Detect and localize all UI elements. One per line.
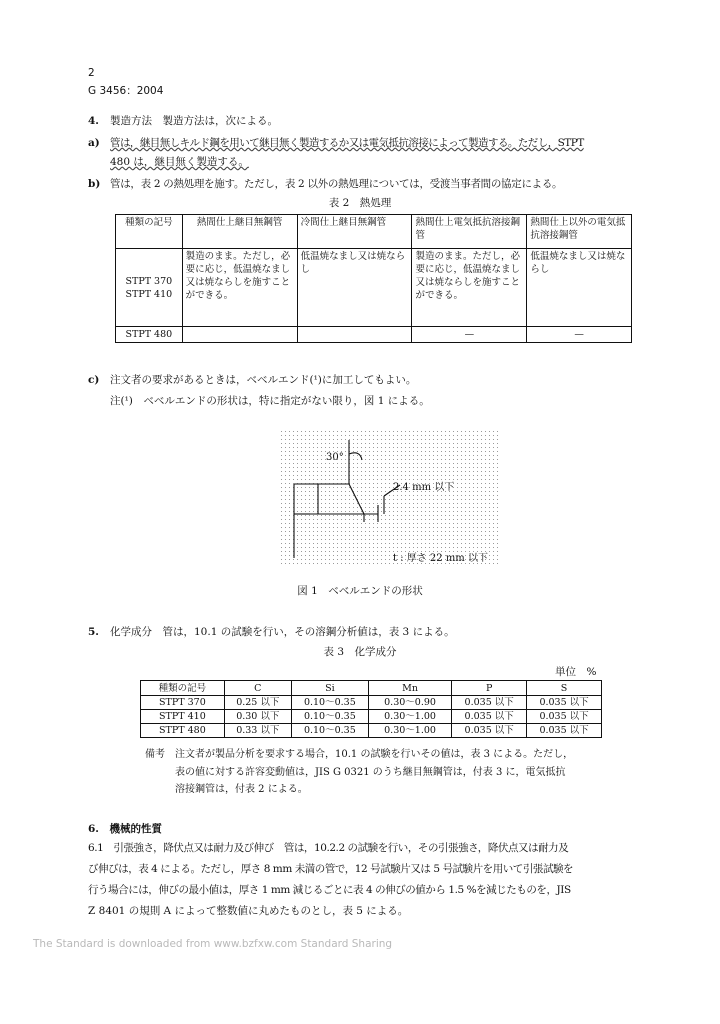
- item-c-note: 注(¹) ベベルエンドの形状は，特に指定がない限り，図 1 による。: [110, 395, 430, 407]
- item-b-label: b): [88, 178, 101, 190]
- bevel-angle-label: 30°: [326, 452, 344, 463]
- t3-cell: 0.10～0.35: [291, 696, 368, 710]
- t2-header-hot-seamless: 熱間仕上継目無鋼管: [182, 215, 297, 249]
- heat-treatment-table: [115, 214, 632, 343]
- thickness-label: t : 厚さ 22 mm 以下: [393, 553, 488, 564]
- t3-header-p: P: [452, 681, 527, 696]
- section5-heading: 化学成分 管は，10.1 の試験を行い，その溶鋼分析値は，表 3 による。: [110, 626, 455, 638]
- t3-cell: 0.035 以下: [452, 696, 527, 710]
- t3-cell: 0.035 以下: [527, 724, 602, 738]
- t2-kind-480: STPT 480: [116, 327, 183, 343]
- t3-cell: 0.30～0.90: [368, 696, 451, 710]
- t2-cell-480-hot-erw: —: [412, 327, 527, 343]
- t3-cell: 0.25 以下: [224, 696, 291, 710]
- t3-header-mn: Mn: [368, 681, 451, 696]
- t3-cell: 0.33 以下: [224, 724, 291, 738]
- item-a-line2: 480 は，継目無く製造する。: [110, 156, 249, 168]
- item-a-label: a): [88, 137, 100, 149]
- remarks-line1: 備考 注文者が製品分析を要求する場合，10.1 の試験を行いその値は，表 3 による。ただし，: [145, 749, 574, 760]
- t3-header-s: S: [527, 681, 602, 696]
- t3-cell: STPT 370: [141, 696, 225, 710]
- table3-unit: 単位 %: [555, 666, 597, 678]
- t2-cell-hot-erw: 製造のまま。ただし，必要に応じ，低温焼なまし又は焼ならしを施すことができる。: [412, 249, 527, 327]
- t2-kind-370-410: STPT 370 STPT 410: [116, 249, 183, 327]
- chemical-composition-table: [140, 680, 602, 738]
- t2-cell-480-hot-seamless: [182, 327, 297, 343]
- t3-cell: 0.30～1.00: [368, 724, 451, 738]
- t2-cell-480-cold-seamless: [297, 327, 412, 343]
- t3-cell: STPT 410: [141, 710, 225, 724]
- figure1-caption: 図 1 ベベルエンドの形状: [297, 585, 423, 597]
- item-a-line1: 管は，継目無しキルド鋼を用いて継目無く製造するか又は電気抵抗溶接によって製造する。ただし，STPT: [110, 137, 584, 149]
- section6-1-line4: Z 8401 の規則 A によって整数値に丸めたものとし，表 5 による。: [88, 905, 409, 917]
- t2-header-other-erw: 熱間仕上以外の電気抵抗溶接鋼管: [527, 215, 632, 249]
- section6-heading: 6. 機械的性質: [88, 823, 162, 835]
- t2-cell-cold-seamless: 低温焼なまし又は焼ならし: [297, 249, 412, 327]
- section4-heading: 製造方法 製造方法は，次による。: [110, 115, 278, 127]
- download-watermark: The Standard is downloaded from www.bzfxw.com Standard Sharing: [33, 938, 393, 950]
- t3-header-kind: 種類の記号: [141, 681, 225, 696]
- section6-1-line1: 6.1 引張強さ，降伏点又は耐力及び伸び 管は，10.2.2 の試験を行い，その引張強さ，降伏点又は耐力及: [88, 842, 569, 854]
- t3-cell: 0.10～0.35: [291, 710, 368, 724]
- section4-number: 4.: [88, 115, 99, 127]
- t2-cell-hot-seamless: 製造のまま。ただし，必要に応じ，低温焼なまし又は焼ならしを施すことができる。: [182, 249, 297, 327]
- t3-cell: 0.30 以下: [224, 710, 291, 724]
- standard-code: G 3456：2004: [88, 85, 164, 97]
- table-row: [141, 696, 602, 710]
- t2-header-kind: 種類の記号: [116, 215, 183, 249]
- bevel-end-figure: [280, 430, 500, 565]
- table-row: [141, 710, 602, 724]
- t3-cell: 0.035 以下: [452, 724, 527, 738]
- remarks-line3: 溶接鋼管は，付表 2 による。: [175, 784, 308, 795]
- t3-cell: 0.035 以下: [527, 696, 602, 710]
- t2-header-cold-seamless: 冷間仕上継目無鋼管: [297, 215, 412, 249]
- table3-caption: 表 3 化学成分: [323, 646, 397, 658]
- section6-1-line3: 行う場合には，伸びの最小値は，厚さ 1 mm 減じるごとに表 4 の伸びの値から 1.5 %を減じたものを，JIS: [88, 884, 571, 896]
- page-number: 2: [88, 67, 95, 79]
- dotted-grid: [280, 430, 500, 565]
- t3-cell: STPT 480: [141, 724, 225, 738]
- t2-cell-other-erw: 低温焼なまし又は焼ならし: [527, 249, 632, 327]
- t3-cell: 0.035 以下: [452, 710, 527, 724]
- remarks-line2: 表の値に対する許容変動値は，JIS G 0321 のうち継目無鋼管は，付表 3 に，電気抵抗: [175, 767, 566, 778]
- item-c-text: 注文者の要求があるときは，ベベルエンド(¹)に加工してもよい。: [110, 374, 417, 386]
- t2-header-hot-erw: 熱間仕上電気抵抗溶接鋼管: [412, 215, 527, 249]
- t3-cell: 0.10～0.35: [291, 724, 368, 738]
- t3-cell: 0.035 以下: [527, 710, 602, 724]
- item-b-text: 管は，表 2 の熱処理を施す。ただし，表 2 以外の熱処理については，受渡当事者間の協定による。: [110, 178, 563, 190]
- section5-number: 5.: [88, 626, 99, 638]
- section6-1-line2: び伸びは，表 4 による。ただし，厚さ 8 mm 未満の管で，12 号試験片又は 5 号試験片を用いて引張試験を: [88, 863, 574, 875]
- root-face-dim-label: 2.4 mm 以下: [393, 482, 455, 493]
- t3-header-si: Si: [291, 681, 368, 696]
- t3-cell: 0.30～1.00: [368, 710, 451, 724]
- item-c-label: c): [88, 374, 100, 386]
- t3-header-c: C: [224, 681, 291, 696]
- table-row: [141, 724, 602, 738]
- table2-caption: 表 2 熱処理: [328, 197, 392, 209]
- t2-cell-480-other-erw: —: [527, 327, 632, 343]
